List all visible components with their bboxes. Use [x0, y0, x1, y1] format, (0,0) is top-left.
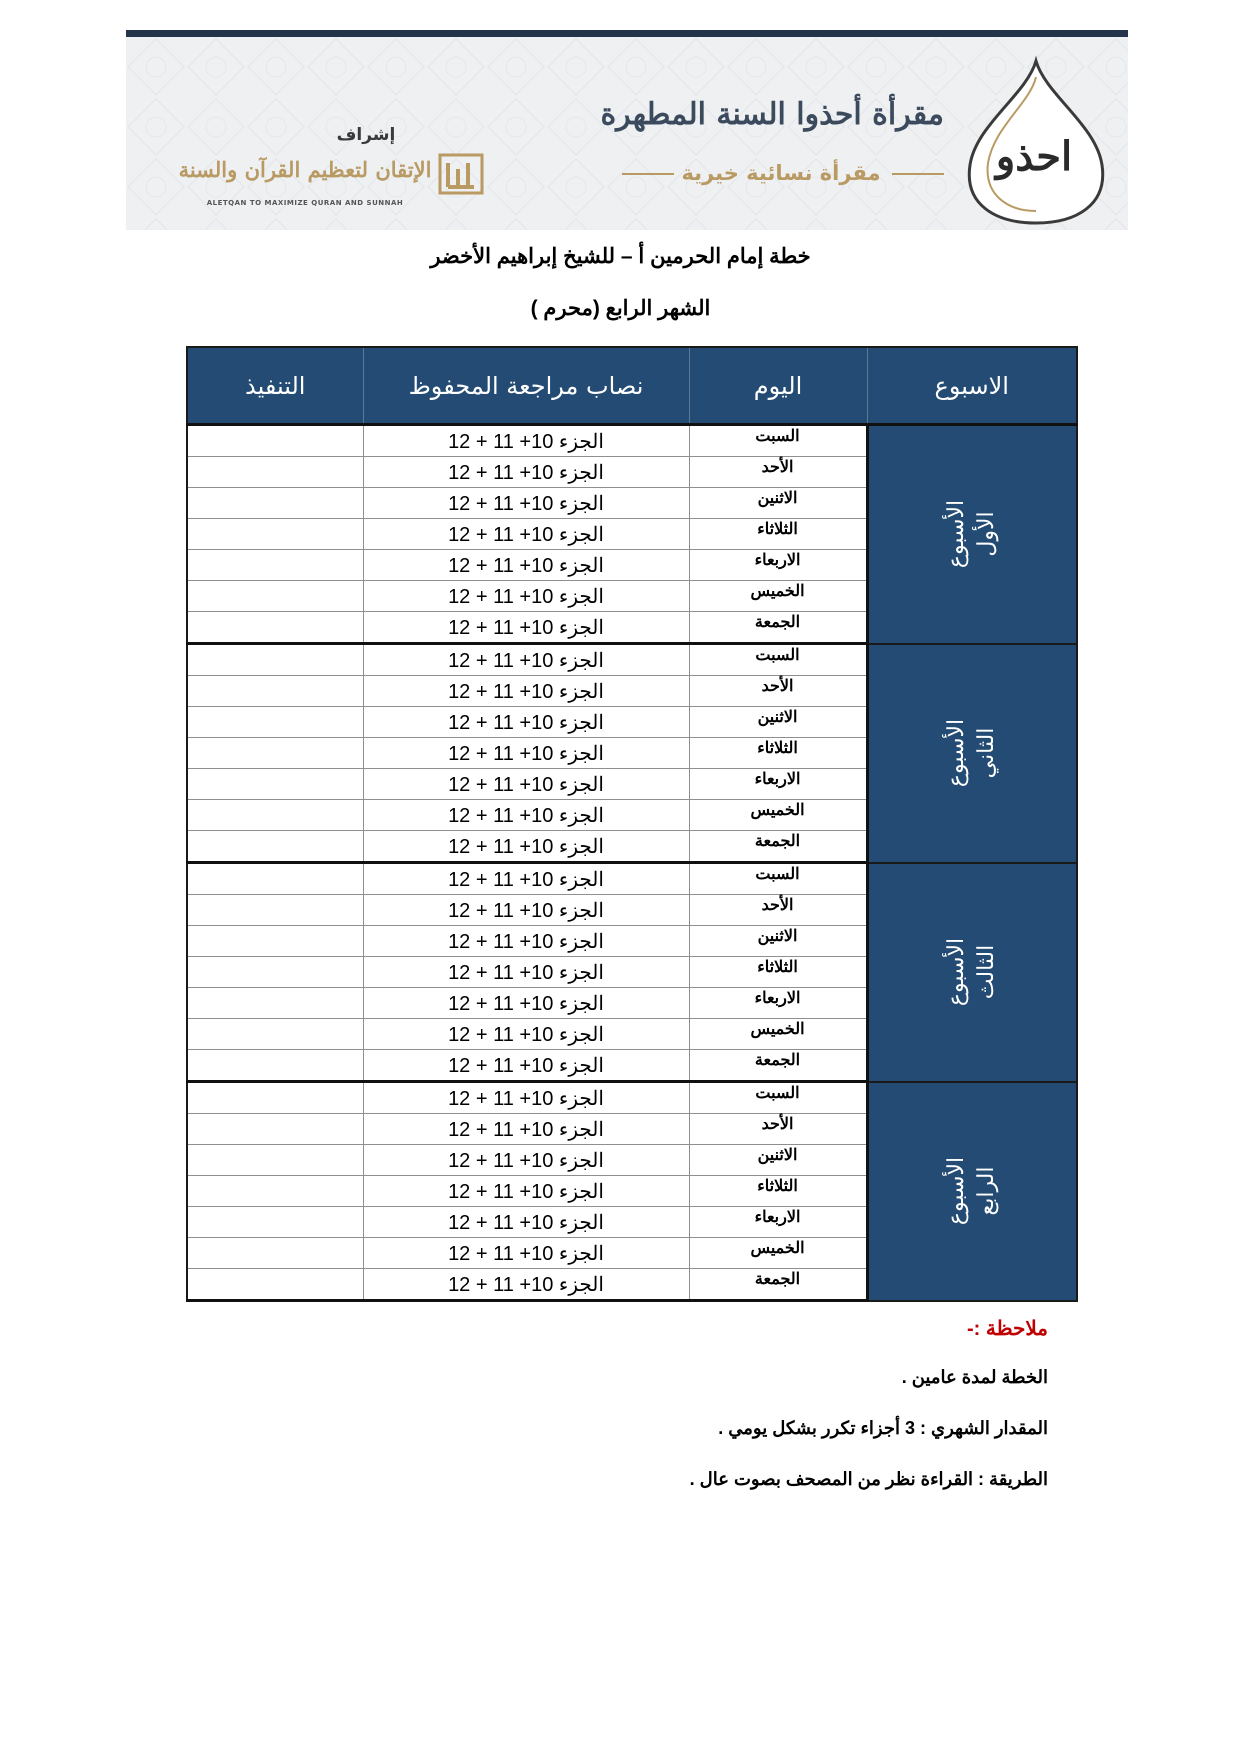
review-cell: الجزء 10+ 11 + 12 [363, 612, 689, 644]
review-cell: الجزء 10+ 11 + 12 [363, 957, 689, 988]
header-day: اليوم [689, 347, 867, 425]
day-cell: الاربعاء [689, 988, 867, 1019]
plan-subtitle: الشهر الرابع (محرم ) [530, 297, 711, 320]
review-cell: الجزء 10+ 11 + 12 [363, 707, 689, 738]
review-cell: الجزء 10+ 11 + 12 [363, 895, 689, 926]
day-cell: الجمعة [689, 1269, 867, 1301]
day-cell: الاثنين [689, 488, 867, 519]
execution-cell[interactable] [187, 519, 363, 550]
emblem-text: احذو [995, 133, 1073, 180]
review-cell: الجزء 10+ 11 + 12 [363, 1050, 689, 1082]
review-cell: الجزء 10+ 11 + 12 [363, 769, 689, 800]
execution-cell[interactable] [187, 1019, 363, 1050]
week-cell [867, 863, 1077, 1082]
day-cell: الأحد [689, 895, 867, 926]
execution-cell[interactable] [187, 895, 363, 926]
execution-cell[interactable] [187, 425, 363, 457]
header-week: الاسبوع [867, 347, 1077, 425]
week-label: الأسبوع الرابع [944, 1156, 1000, 1226]
header-review: نصاب مراجعة المحفوظ [363, 347, 689, 425]
week-cell [867, 1082, 1077, 1301]
notes-heading: ملاحظة :- [966, 1318, 1048, 1340]
day-cell: الاثنين [689, 926, 867, 957]
execution-cell[interactable] [187, 1269, 363, 1301]
week-label: الأسبوع الثالث [944, 937, 1000, 1007]
execution-cell[interactable] [187, 1114, 363, 1145]
review-cell: الجزء 10+ 11 + 12 [363, 550, 689, 581]
day-cell: السبت [689, 863, 867, 895]
day-cell: الجمعة [689, 831, 867, 863]
header-banner [126, 30, 1128, 230]
execution-cell[interactable] [187, 769, 363, 800]
table-row [187, 1082, 1077, 1114]
review-cell: الجزء 10+ 11 + 12 [363, 1145, 689, 1176]
execution-cell[interactable] [187, 644, 363, 676]
day-cell: الاربعاء [689, 769, 867, 800]
table-header-row [187, 347, 1077, 425]
week-label: الأسبوع الثاني [944, 718, 1000, 788]
review-cell: الجزء 10+ 11 + 12 [363, 800, 689, 831]
review-cell: الجزء 10+ 11 + 12 [363, 1114, 689, 1145]
execution-cell[interactable] [187, 581, 363, 612]
day-cell: السبت [689, 425, 867, 457]
day-cell: الأحد [689, 676, 867, 707]
day-cell: الاثنين [689, 707, 867, 738]
note-method: الطريقة : القراءة نظر من المصحف بصوت عال . [689, 1469, 1048, 1489]
day-cell: الاربعاء [689, 1207, 867, 1238]
execution-cell[interactable] [187, 738, 363, 769]
review-cell: الجزء 10+ 11 + 12 [363, 1269, 689, 1301]
execution-cell[interactable] [187, 1145, 363, 1176]
day-cell: الثلاثاء [689, 738, 867, 769]
review-cell: الجزء 10+ 11 + 12 [363, 831, 689, 863]
review-cell: الجزء 10+ 11 + 12 [363, 488, 689, 519]
day-cell: الخميس [689, 800, 867, 831]
review-cell: الجزء 10+ 11 + 12 [363, 457, 689, 488]
review-cell: الجزء 10+ 11 + 12 [363, 1019, 689, 1050]
review-cell: الجزء 10+ 11 + 12 [363, 644, 689, 676]
execution-cell[interactable] [187, 1207, 363, 1238]
execution-cell[interactable] [187, 1082, 363, 1114]
table-row [187, 644, 1077, 676]
day-cell: الاثنين [689, 1145, 867, 1176]
plan-table [186, 346, 1078, 1302]
day-cell: الاربعاء [689, 550, 867, 581]
note-monthly-amount: المقدار الشهري : 3 أجزاء تكرر بشكل يومي . [718, 1418, 1048, 1438]
execution-cell[interactable] [187, 800, 363, 831]
review-cell: الجزء 10+ 11 + 12 [363, 926, 689, 957]
review-cell: الجزء 10+ 11 + 12 [363, 988, 689, 1019]
plan-title: خطة إمام الحرمين أ – للشيخ إبراهيم الأخضر [430, 245, 811, 268]
review-cell: الجزء 10+ 11 + 12 [363, 1176, 689, 1207]
review-cell: الجزء 10+ 11 + 12 [363, 676, 689, 707]
review-cell: الجزء 10+ 11 + 12 [363, 738, 689, 769]
table-row [187, 425, 1077, 457]
execution-cell[interactable] [187, 1238, 363, 1269]
day-cell: الأحد [689, 1114, 867, 1145]
brand-title: مقرأة أحذوا السنة المطهرة [600, 97, 944, 132]
day-cell: الثلاثاء [689, 1176, 867, 1207]
execution-cell[interactable] [187, 612, 363, 644]
sponsor-mark-icon [438, 153, 484, 195]
execution-cell[interactable] [187, 988, 363, 1019]
day-cell: الخميس [689, 1238, 867, 1269]
execution-cell[interactable] [187, 676, 363, 707]
execution-cell[interactable] [187, 1176, 363, 1207]
header-execution: التنفيذ [187, 347, 363, 425]
sponsor-name-en: ALETQAN TO MAXIMIZE QURAN AND SUNNAH [206, 199, 404, 207]
execution-cell[interactable] [187, 831, 363, 863]
week-cell [867, 644, 1077, 863]
day-cell: الخميس [689, 1019, 867, 1050]
execution-cell[interactable] [187, 863, 363, 895]
day-cell: السبت [689, 1082, 867, 1114]
notes-section [348, 1316, 1048, 1520]
execution-cell[interactable] [187, 550, 363, 581]
review-cell: الجزء 10+ 11 + 12 [363, 1238, 689, 1269]
day-cell: الأحد [689, 457, 867, 488]
day-cell: الجمعة [689, 1050, 867, 1082]
execution-cell[interactable] [187, 957, 363, 988]
week-label: الأسبوع الأول [944, 500, 1000, 569]
day-cell: الثلاثاء [689, 519, 867, 550]
week-cell [867, 425, 1077, 644]
execution-cell[interactable] [187, 1050, 363, 1082]
execution-cell[interactable] [187, 926, 363, 957]
review-cell: الجزء 10+ 11 + 12 [363, 1207, 689, 1238]
review-cell: الجزء 10+ 11 + 12 [363, 519, 689, 550]
day-cell: الجمعة [689, 612, 867, 644]
execution-cell[interactable] [187, 488, 363, 519]
table-body [187, 425, 1077, 1301]
review-cell: الجزء 10+ 11 + 12 [363, 425, 689, 457]
table-row [187, 863, 1077, 895]
day-cell: الخميس [689, 581, 867, 612]
review-cell: الجزء 10+ 11 + 12 [363, 581, 689, 612]
day-cell: السبت [689, 644, 867, 676]
review-cell: الجزء 10+ 11 + 12 [363, 863, 689, 895]
day-cell: الثلاثاء [689, 957, 867, 988]
brand-subtitle: مقرأة نسائية خيرية [681, 161, 881, 185]
note-duration: الخطة لمدة عامين . [901, 1367, 1048, 1387]
sponsor-name: الإتقان لتعظيم القرآن والسنة [178, 157, 432, 182]
execution-cell[interactable] [187, 457, 363, 488]
supervision-label: إشراف [336, 125, 396, 145]
execution-cell[interactable] [187, 707, 363, 738]
review-cell: الجزء 10+ 11 + 12 [363, 1082, 689, 1114]
